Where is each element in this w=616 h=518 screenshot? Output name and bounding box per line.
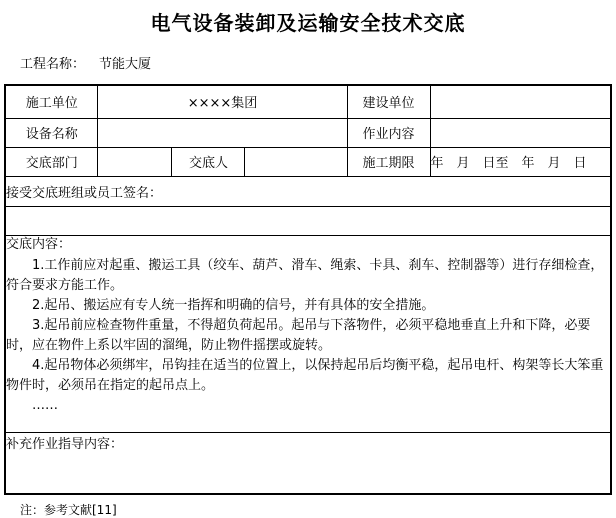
disclosure-dept-input-cell[interactable] [98, 147, 172, 176]
work-content-label: 作业内容 [347, 118, 430, 147]
project-name-value: 节能大厦 [99, 57, 152, 72]
content-paragraph-4: 4.起吊物体必须绑牢，吊钩挂在适当的位置上，以保持起吊后均衡平稳，起吊电杆、构架等长大笨重物件时，必须吊在指定的起吊点上。 [5, 357, 604, 393]
discloser-input-cell[interactable] [245, 147, 347, 176]
content-paragraph-2: 2.起吊、搬运应有专人统一指挥和明确的信号，并有具体的安全措施。 [31, 297, 435, 313]
disclosure-form-table [4, 84, 612, 495]
construction-unit-label: 施工单位 [5, 85, 98, 118]
document-title: 电气设备装卸及运输安全技术交底 [150, 11, 466, 35]
builder-unit-label: 建设单位 [347, 85, 430, 118]
discloser-label: 交底人 [172, 147, 245, 176]
equipment-name-input-cell[interactable] [98, 118, 347, 147]
supplement-input-cell[interactable] [5, 432, 611, 494]
equipment-name-label: 设备名称 [5, 118, 98, 147]
project-name-label: 工程名称： [20, 57, 86, 72]
disclosure-content-cell [5, 235, 611, 432]
content-paragraph-ellipsis: …… [31, 397, 58, 413]
disclosure-content-label: 交底内容： [5, 236, 71, 252]
supplement-row [5, 432, 611, 494]
construction-period-label: 施工期限 [347, 147, 430, 176]
table-row [5, 147, 611, 176]
signature-input-area[interactable] [5, 206, 611, 235]
disclosure-content-row [5, 235, 611, 432]
content-paragraph-1: 1.工作前应对起重、搬运工具（绞车、葫芦、滑车、绳索、卡具、刹车、控制器等）进行存细检查，符合要求方能工作。 [5, 257, 604, 293]
footnote: 注：参考文献[11] [20, 503, 117, 517]
content-paragraph-3: 3.起吊前应检查物件重量，不得超负荷起吊。起吊与下落物件，必须平稳地垂直上升和下降，必要时，应在物件上系以牢固的溜绳，防止物件摇摆或旋转。 [5, 317, 591, 353]
signature-label: 接受交底班组或员工签名： [5, 176, 611, 206]
table-row [5, 118, 611, 147]
table-row [5, 85, 611, 118]
construction-unit-value: ××××集团 [98, 85, 347, 118]
signature-blank-row [5, 206, 611, 235]
work-content-input-cell[interactable] [430, 118, 611, 147]
project-name-line [20, 53, 616, 72]
supplement-label: 补充作业指导内容： [5, 436, 123, 452]
builder-unit-input-cell[interactable] [430, 85, 611, 118]
disclosure-dept-label: 交底部门 [5, 147, 98, 176]
signature-label-row [5, 176, 611, 206]
construction-period-value[interactable]: 年 月 日至 年 月 日 [430, 147, 611, 176]
